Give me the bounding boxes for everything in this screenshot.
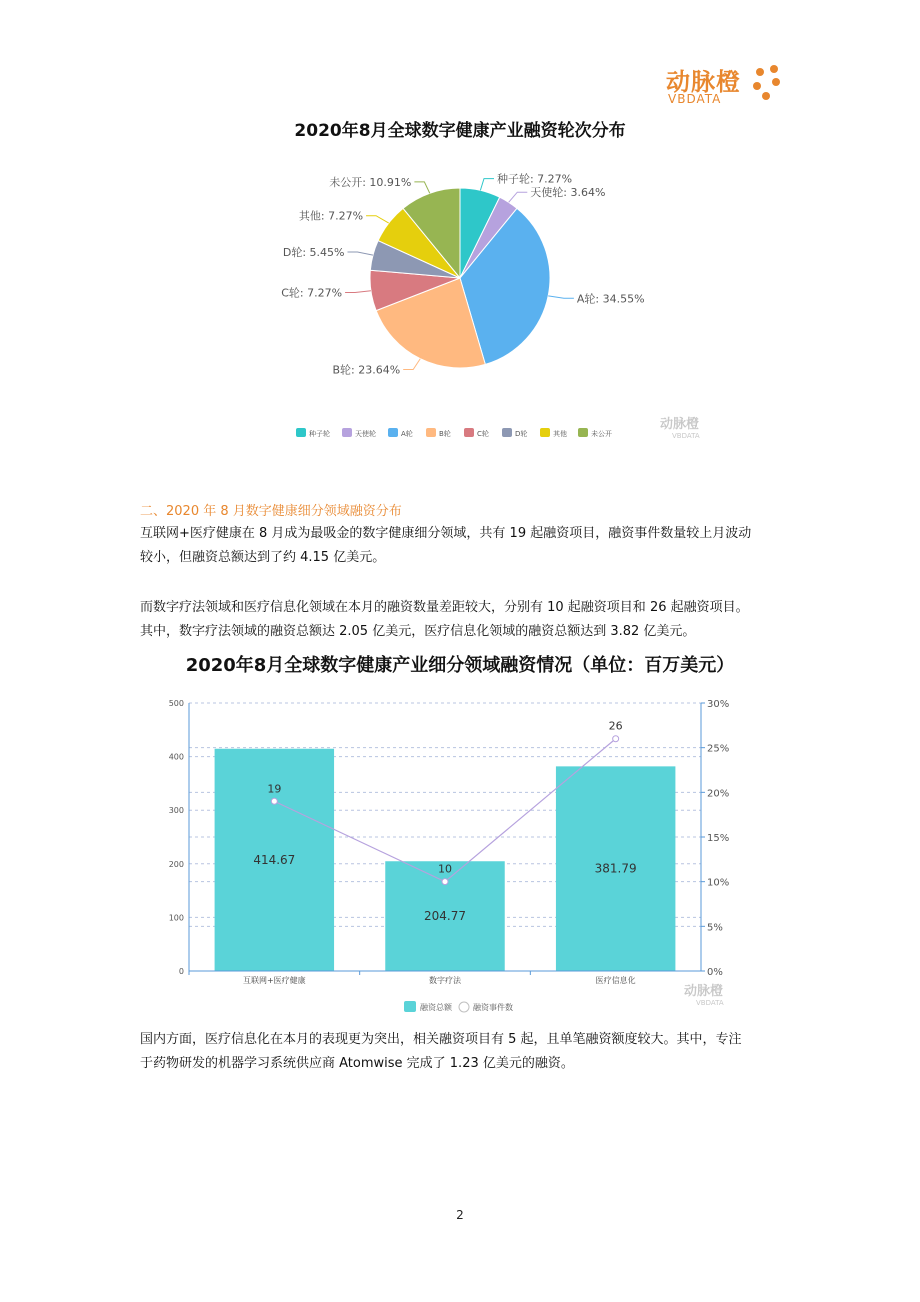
pie-legend-swatch: [426, 428, 436, 437]
pie-legend-swatch: [464, 428, 474, 437]
pie-chart: [0, 150, 920, 490]
pie-legend-swatch: [296, 428, 306, 437]
bar-legend-label: 融资总额: [420, 1003, 452, 1012]
pie-slice-label: B轮: 23.64%: [332, 363, 401, 377]
pie-legend-label: 天使轮: [355, 430, 376, 438]
paragraph-2-line-1: 而数字疗法领域和医疗信息化领域在本月的融资数量差距较大，分别有 10 起融资项目和 26 起融资项目。: [140, 600, 749, 615]
y-left-tick-label: 200: [168, 859, 184, 869]
y-right-tick-label: 25%: [707, 743, 730, 755]
paragraph-3: [140, 1028, 784, 1076]
line-point: [613, 736, 619, 742]
y-right-tick-label: 30%: [707, 699, 730, 710]
pie-label-line: [366, 216, 389, 223]
x-tick-label: 医疗信息化: [595, 976, 636, 985]
y-right-tick-label: 15%: [707, 833, 730, 844]
y-right-tick-label: 10%: [707, 877, 730, 889]
paragraph-3-line-1: 国内方面，医疗信息化在本月的表现更为突出，相关融资项目有 5 起，且单笔融资额度较大。其中，专注: [140, 1032, 742, 1047]
pie-legend-swatch: [342, 428, 352, 437]
x-tick-label: 数字疗法: [429, 976, 461, 985]
pie-slice-label: 种子轮: 7.27%: [496, 172, 573, 186]
x-tick-label: 互联网+医疗健康: [242, 976, 306, 985]
pie-legend-label: D轮: [515, 430, 528, 438]
pie-legend-swatch: [502, 428, 512, 437]
pie-slice-label: D轮: 5.45%: [282, 246, 345, 260]
pie-slice-label: 天使轮: 3.64%: [530, 186, 606, 200]
pie-label-line: [480, 179, 494, 191]
brand-name: 动脉橙: [666, 68, 741, 96]
y-right-tick-label: 5%: [707, 922, 723, 934]
brand-logo: [666, 62, 786, 110]
pie-legend-label: A轮: [401, 430, 413, 438]
pie-watermark: [660, 416, 700, 440]
pie-label-line: [403, 359, 420, 370]
svg-text:动脉橙: 动脉橙: [684, 984, 724, 999]
paragraph-1-line-1: 互联网+医疗健康在 8 月成为最吸金的数字健康细分领域，共有 19 起融资项目，融资事件数量较上月波动: [140, 526, 752, 541]
line-point: [442, 879, 448, 885]
y-right-tick-label: 20%: [707, 788, 730, 800]
bar-chart-title: 2020年8月全球数字健康产业细分领域融资情况（单位：百万美元）: [185, 655, 735, 676]
y-left-tick-label: 400: [168, 752, 184, 762]
bar-chart: [0, 690, 920, 1030]
pie-legend-swatch: [578, 428, 588, 437]
svg-text:动脉橙: 动脉橙: [660, 417, 700, 432]
y-left-tick-label: 300: [168, 806, 184, 816]
pie-legend-label: C轮: [477, 430, 489, 438]
pie-label-line: [347, 252, 372, 255]
pie-slice-label: A轮: 34.55%: [576, 292, 645, 306]
pie-label-line: [548, 296, 574, 298]
line-value-label: 26: [608, 719, 623, 733]
brand-sub: VBDATA: [668, 92, 722, 106]
y-left-tick-label: 500: [168, 699, 184, 708]
line-legend-label: 融资事件数: [473, 1003, 513, 1012]
pie-legend-label: 其他: [553, 430, 567, 438]
section-heading: 二、2020 年 8 月数字健康细分领域融资分布: [140, 504, 402, 519]
svg-text:VBDATA: VBDATA: [696, 999, 724, 1007]
page-number: 2: [456, 1208, 464, 1222]
pie-legend-swatch: [388, 428, 398, 437]
y-right-tick-label: 0%: [707, 967, 723, 978]
bar-legend-swatch: [404, 1001, 416, 1012]
pie-label-line: [345, 291, 371, 293]
svg-text:VBDATA: VBDATA: [672, 432, 700, 440]
brand-mark-icon: [752, 64, 782, 104]
pie-slice-label: 其他: 7.27%: [298, 209, 364, 223]
pie-legend-label: 未公开: [591, 430, 612, 438]
line-legend-swatch: [459, 1002, 469, 1012]
paragraph-2-line-2: 其中，数字疗法领域的融资总额达 2.05 亿美元，医疗信息化领域的融资总额达到 3.82 亿美元。: [140, 624, 696, 639]
pie-label-line: [414, 182, 429, 193]
pie-slice-label: C轮: 7.27%: [281, 286, 343, 300]
pie-legend-label: B轮: [439, 430, 451, 438]
bar-value-label: 381.79: [594, 861, 637, 876]
line-value-label: 19: [267, 782, 282, 796]
paragraph-2: [140, 596, 784, 644]
line-value-label: 10: [438, 862, 452, 876]
y-left-tick-label: 0: [178, 967, 184, 976]
bar-value-label: 204.77: [424, 909, 466, 924]
paragraph-1: [140, 522, 784, 570]
pie-legend-label: 种子轮: [309, 430, 330, 438]
paragraph-3-line-2: 于药物研发的机器学习系统供应商 Atomwise 完成了 1.23 亿美元的融资。: [140, 1056, 574, 1071]
y-left-tick-label: 100: [168, 913, 184, 923]
pie-slice-label: 未公开: 10.91%: [329, 175, 412, 189]
line-point: [271, 798, 277, 804]
paragraph-1-line-2: 较小，但融资总额达到了约 4.15 亿美元。: [140, 550, 386, 565]
bar-watermark: [684, 983, 724, 1007]
pie-chart-title: 2020年8月全球数字健康产业融资轮次分布: [294, 121, 626, 141]
pie-label-line: [509, 192, 528, 202]
pie-legend-swatch: [540, 428, 550, 437]
bar-value-label: 414.67: [253, 852, 296, 867]
